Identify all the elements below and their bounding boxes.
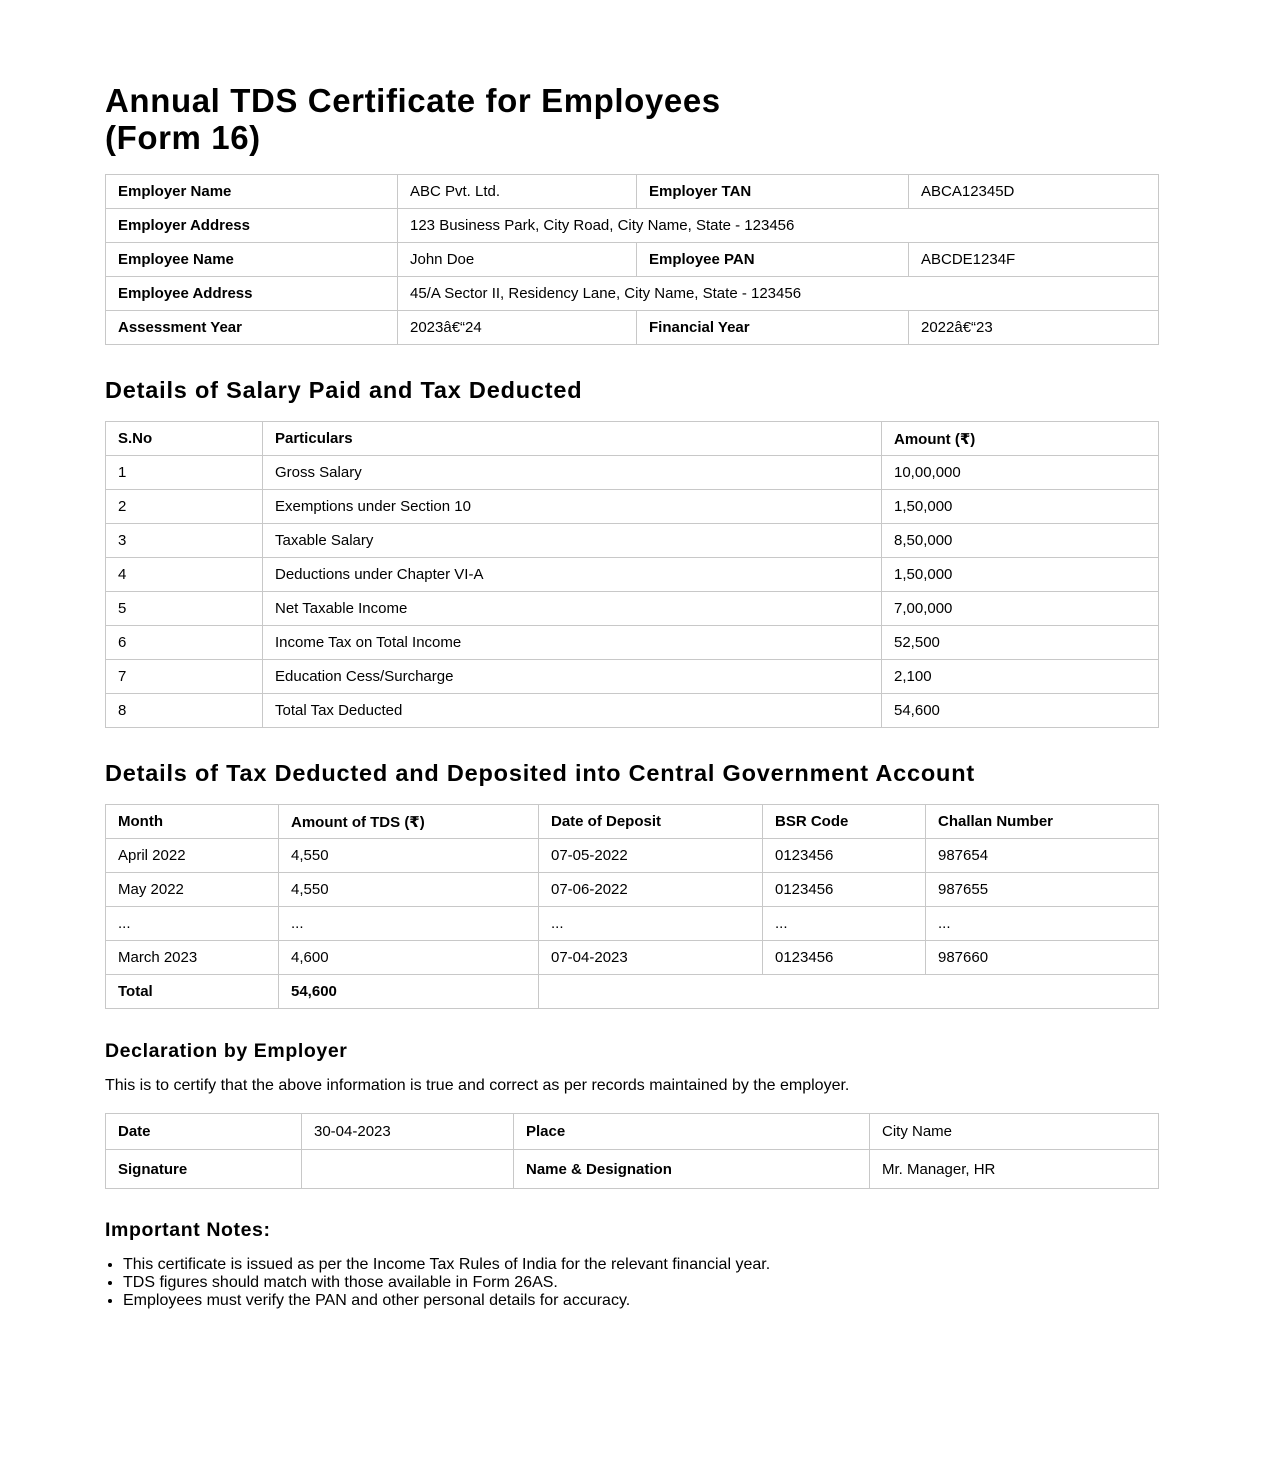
table-cell: 5 — [106, 592, 263, 626]
total-value: 54,600 — [279, 975, 539, 1009]
table-cell: 0123456 — [763, 941, 926, 975]
table-row — [106, 1114, 1159, 1150]
total-empty-cell — [539, 975, 1159, 1009]
salary-section-heading: Details of Salary Paid and Tax Deducted — [105, 377, 583, 403]
table-cell: 07-06-2022 — [539, 873, 763, 907]
table-row — [106, 490, 1159, 524]
table-row — [106, 839, 1159, 873]
place-value: City Name — [870, 1114, 1159, 1150]
table-cell: 4,550 — [279, 839, 539, 873]
employee-pan-label: Employee PAN — [637, 243, 909, 277]
financial-year-value: 2022â€“23 — [909, 311, 1159, 345]
declaration-table — [105, 1113, 1159, 1189]
column-header: Particulars — [263, 422, 882, 456]
signature-label: Signature — [106, 1150, 302, 1189]
table-row — [106, 941, 1159, 975]
table-cell: 4 — [106, 558, 263, 592]
table-cell: 0123456 — [763, 839, 926, 873]
table-cell: 54,600 — [882, 694, 1159, 728]
table-cell: 3 — [106, 524, 263, 558]
notes-list — [105, 1256, 1176, 1309]
column-header: BSR Code — [763, 805, 926, 839]
table-cell: April 2022 — [106, 839, 279, 873]
notes-heading: Important Notes: — [105, 1219, 271, 1241]
table-cell: 4,550 — [279, 873, 539, 907]
employee-name-value: John Doe — [398, 243, 637, 277]
table-cell: 987660 — [926, 941, 1159, 975]
total-label: Total — [106, 975, 279, 1009]
table-cell: Education Cess/Surcharge — [263, 660, 882, 694]
table-row — [106, 626, 1159, 660]
table-cell: 4,600 — [279, 941, 539, 975]
table-cell: March 2023 — [106, 941, 279, 975]
table-cell: ... — [763, 907, 926, 941]
column-header: Amount (₹) — [882, 422, 1159, 456]
table-cell: ... — [279, 907, 539, 941]
table-cell: 52,500 — [882, 626, 1159, 660]
table-cell: 0123456 — [763, 873, 926, 907]
employee-address-label: Employee Address — [106, 277, 398, 311]
table-cell: 2 — [106, 490, 263, 524]
employer-address-label: Employer Address — [106, 209, 398, 243]
declaration-text: This is to certify that the above information is true and correct as per records maintained by the employer. — [105, 1077, 850, 1094]
table-cell: 1,50,000 — [882, 490, 1159, 524]
table-cell: Taxable Salary — [263, 524, 882, 558]
table-cell: May 2022 — [106, 873, 279, 907]
table-cell: ... — [106, 907, 279, 941]
table-cell: ... — [926, 907, 1159, 941]
table-row — [106, 873, 1159, 907]
table-cell: 7 — [106, 660, 263, 694]
signature-value — [302, 1150, 514, 1189]
list-item: • Employees must verify the PAN and other personal details for accuracy. — [123, 1292, 1176, 1310]
employee-address-value: 45/A Sector II, Residency Lane, City Name, State - 123456 — [398, 277, 1159, 311]
name-designation-value: Mr. Manager, HR — [870, 1150, 1159, 1189]
table-cell: 6 — [106, 626, 263, 660]
list-item: • This certificate is issued as per the Income Tax Rules of India for the relevant financial year. — [123, 1256, 1176, 1274]
table-cell: ... — [539, 907, 763, 941]
table-row — [106, 1150, 1159, 1189]
column-header: S.No — [106, 422, 263, 456]
table-row — [106, 456, 1159, 490]
table-cell: Gross Salary — [263, 456, 882, 490]
table-cell: 8 — [106, 694, 263, 728]
employer-address-value: 123 Business Park, City Road, City Name, State - 123456 — [398, 209, 1159, 243]
table-cell: Net Taxable Income — [263, 592, 882, 626]
list-item: • TDS figures should match with those available in Form 26AS. — [123, 1274, 1176, 1292]
table-row — [106, 558, 1159, 592]
assessment-year-label: Assessment Year — [106, 311, 398, 345]
table-header-row — [106, 422, 1159, 456]
column-header: Amount of TDS (₹) — [279, 805, 539, 839]
deposit-section-heading: Details of Tax Deducted and Deposited into Central Government Account — [105, 760, 975, 786]
table-cell: 1,50,000 — [882, 558, 1159, 592]
table-row — [106, 243, 1159, 277]
table-row — [106, 175, 1159, 209]
employer-name-value: ABC Pvt. Ltd. — [398, 175, 637, 209]
table-row — [106, 277, 1159, 311]
table-cell: 1 — [106, 456, 263, 490]
title-line-1: Annual TDS Certificate for Employees — [105, 82, 721, 119]
table-header-row — [106, 805, 1159, 839]
table-cell: 10,00,000 — [882, 456, 1159, 490]
employee-name-label: Employee Name — [106, 243, 398, 277]
employee-pan-value: ABCDE1234F — [909, 243, 1159, 277]
table-row — [106, 694, 1159, 728]
table-cell: 07-05-2022 — [539, 839, 763, 873]
employer-tan-label: Employer TAN — [637, 175, 909, 209]
table-row — [106, 311, 1159, 345]
date-value: 30-04-2023 — [302, 1114, 514, 1150]
table-row — [106, 209, 1159, 243]
column-header: Challan Number — [926, 805, 1159, 839]
declaration-heading: Declaration by Employer — [105, 1040, 348, 1062]
assessment-year-value: 2023â€“24 — [398, 311, 637, 345]
deposit-table — [105, 804, 1159, 1009]
table-cell: Total Tax Deducted — [263, 694, 882, 728]
title-line-2: (Form 16) — [105, 119, 261, 156]
total-row — [106, 975, 1159, 1009]
table-row — [106, 907, 1159, 941]
column-header: Date of Deposit — [539, 805, 763, 839]
employer-employee-info-table — [105, 174, 1159, 345]
employer-tan-value: ABCA12345D — [909, 175, 1159, 209]
table-cell: 07-04-2023 — [539, 941, 763, 975]
table-row — [106, 524, 1159, 558]
table-cell: 7,00,000 — [882, 592, 1159, 626]
column-header: Month — [106, 805, 279, 839]
page-title — [105, 82, 805, 156]
table-cell: 987654 — [926, 839, 1159, 873]
financial-year-label: Financial Year — [637, 311, 909, 345]
salary-table — [105, 421, 1159, 728]
place-label: Place — [514, 1114, 870, 1150]
name-designation-label: Name & Designation — [514, 1150, 870, 1189]
table-row — [106, 592, 1159, 626]
table-cell: 8,50,000 — [882, 524, 1159, 558]
table-cell: Income Tax on Total Income — [263, 626, 882, 660]
table-cell: 987655 — [926, 873, 1159, 907]
table-cell: 2,100 — [882, 660, 1159, 694]
table-cell: Exemptions under Section 10 — [263, 490, 882, 524]
employer-name-label: Employer Name — [106, 175, 398, 209]
table-cell: Deductions under Chapter VI-A — [263, 558, 882, 592]
table-row — [106, 660, 1159, 694]
date-label: Date — [106, 1114, 302, 1150]
